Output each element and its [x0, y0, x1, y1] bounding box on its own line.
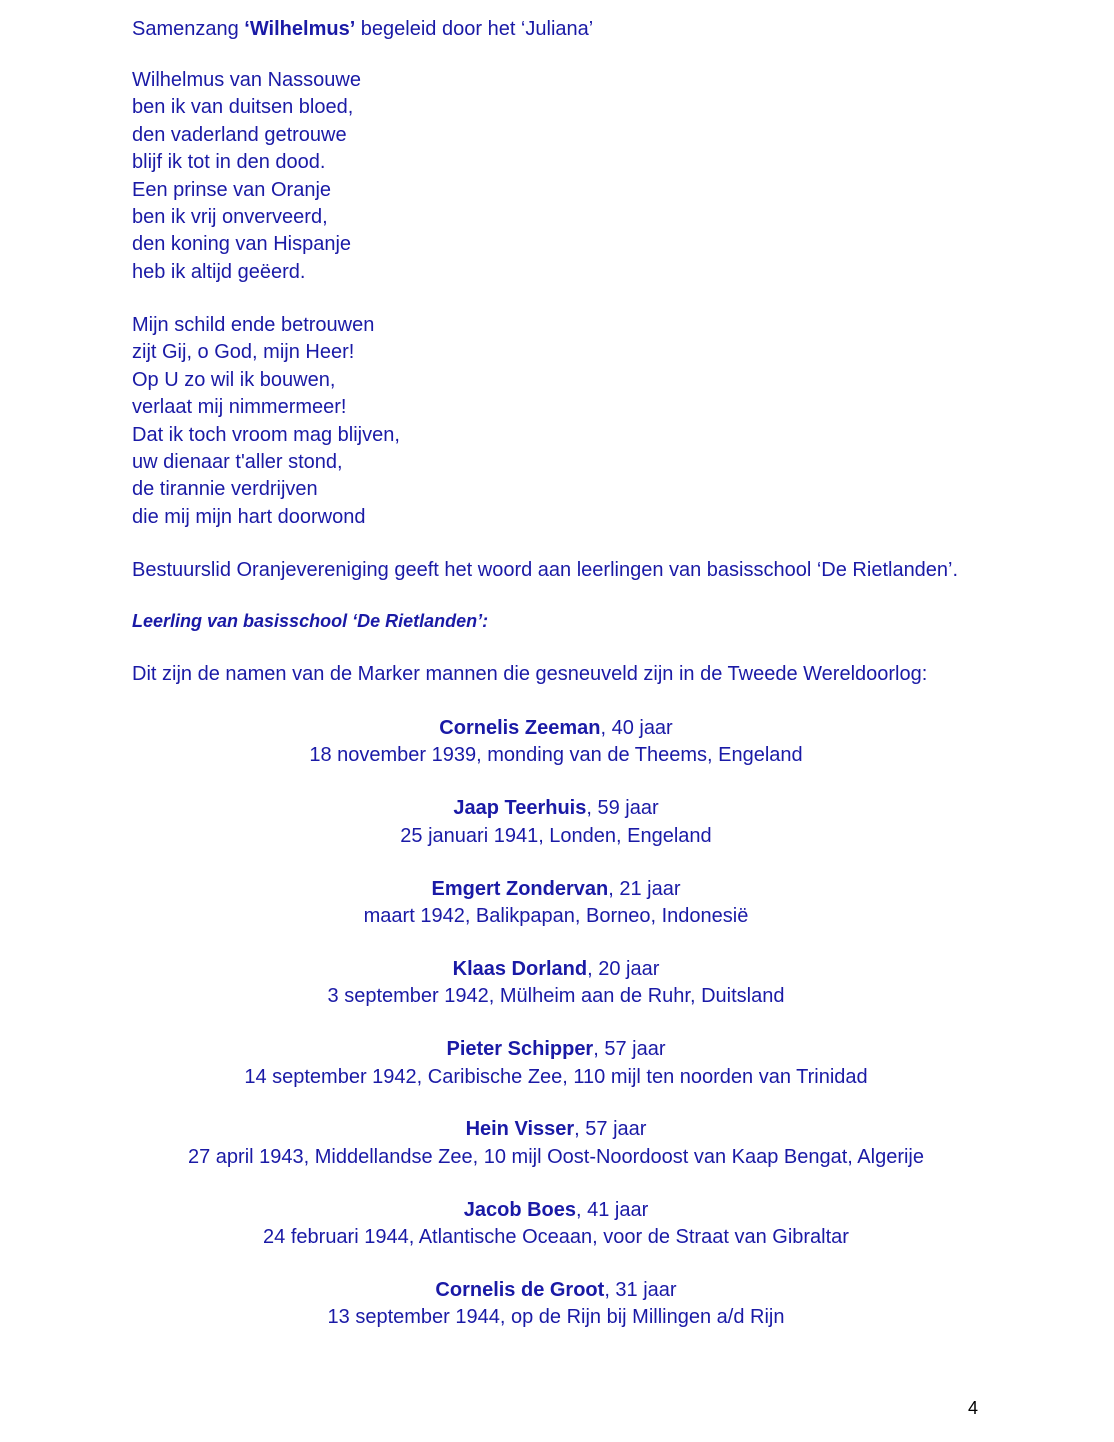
fallen-details: 18 november 1939, monding van de Theems, Engeland [309, 744, 803, 767]
speaker-heading: Leerling van basisschool ‘De Rietlanden’: [132, 611, 489, 631]
stanza-line: ben ik vrij onverveerd, [132, 206, 328, 229]
stanza-line: Op U zo wil ik bouwen, [132, 368, 336, 391]
fallen-age: , 41 jaar [576, 1198, 649, 1221]
stanza-2 [132, 312, 1012, 531]
fallen-entry [100, 1277, 1012, 1357]
fallen-age: , 21 jaar [608, 877, 681, 900]
stanza-line: ben ik van duitsen bloed, [132, 96, 354, 119]
fallen-name: Emgert Zondervan [431, 877, 609, 900]
fallen-age: , 59 jaar [586, 797, 659, 820]
fallen-list [100, 715, 1012, 1357]
fallen-age: , 40 jaar [600, 717, 673, 739]
fallen-age: , 20 jaar [587, 957, 660, 980]
fallen-details: 13 september 1944, op de Rijn bij Millingen a/d Rijn [327, 1306, 785, 1329]
stanza-line: Mijn schild ende betrouwen [132, 314, 375, 336]
announcement: Bestuurslid Oranjevereniging geeft het woord aan leerlingen van basisschool ‘De Rietlanden’. [132, 559, 959, 581]
fallen-entry [100, 876, 1012, 956]
stanza-line: den vaderland getrouwe [132, 123, 347, 146]
fallen-age: , 57 jaar [574, 1118, 647, 1141]
fallen-age: , 31 jaar [604, 1279, 677, 1302]
fallen-details: 25 januari 1941, Londen, Engeland [400, 824, 712, 847]
stanza-line: zijt Gij, o God, mijn Heer! [132, 341, 355, 364]
fallen-age: , 57 jaar [593, 1038, 666, 1061]
stanza-line: Een prinse van Oranje [132, 178, 332, 201]
fallen-entry [100, 715, 1012, 795]
stanza-line: Dat ik toch vroom mag blijven, [132, 423, 400, 446]
intro-suffix: begeleid door het ‘Juliana’ [355, 18, 594, 40]
fallen-details: 27 april 1943, Middellandse Zee, 10 mijl Oost-Noordoost van Kaap Bengat, Algerije [188, 1145, 924, 1168]
fallen-name: Hein Visser [465, 1118, 575, 1141]
fallen-details: 14 september 1942, Caribische Zee, 110 mijl ten noorden van Trinidad [244, 1065, 868, 1088]
stanza-line: die mij mijn hart doorwond [132, 505, 366, 528]
fallen-entry [100, 1197, 1012, 1277]
list-intro: Dit zijn de namen van de Marker mannen die gesneuveld zijn in de Tweede Wereldoorlog: [132, 663, 928, 685]
fallen-entry [100, 795, 1012, 875]
intro-prefix: Samenzang [132, 18, 245, 40]
fallen-name: Klaas Dorland [452, 957, 588, 980]
intro-line [132, 16, 1012, 43]
fallen-details: 24 februari 1944, Atlantische Oceaan, voor de Straat van Gibraltar [263, 1226, 849, 1249]
fallen-entry [100, 1116, 1012, 1196]
stanza-line: de tirannie verdrijven [132, 478, 318, 501]
page-number: 4 [968, 1398, 979, 1418]
fallen-details: 3 september 1942, Mülheim aan de Ruhr, Duitsland [327, 985, 785, 1008]
fallen-details: maart 1942, Balikpapan, Borneo, Indonesië [363, 905, 749, 927]
stanza-line: uw dienaar t'aller stond, [132, 451, 343, 474]
fallen-entry [100, 956, 1012, 1036]
stanza-line: den koning van Hispanje [132, 233, 352, 256]
fallen-name: Pieter Schipper [446, 1038, 594, 1061]
fallen-name: Cornelis de Groot [435, 1279, 605, 1302]
song-title: ‘Wilhelmus’ [244, 18, 356, 40]
stanza-line: Wilhelmus van Nassouwe [132, 69, 361, 91]
fallen-name: Jaap Teerhuis [453, 797, 587, 820]
fallen-name: Cornelis Zeeman [439, 717, 601, 739]
stanza-line: heb ik altijd geëerd. [132, 260, 306, 283]
stanza-1 [132, 67, 1012, 286]
stanza-line: verlaat mij nimmermeer! [132, 396, 347, 419]
fallen-entry [100, 1036, 1012, 1116]
fallen-name: Jacob Boes [463, 1198, 576, 1221]
stanza-line: blijf ik tot in den dood. [132, 151, 326, 174]
